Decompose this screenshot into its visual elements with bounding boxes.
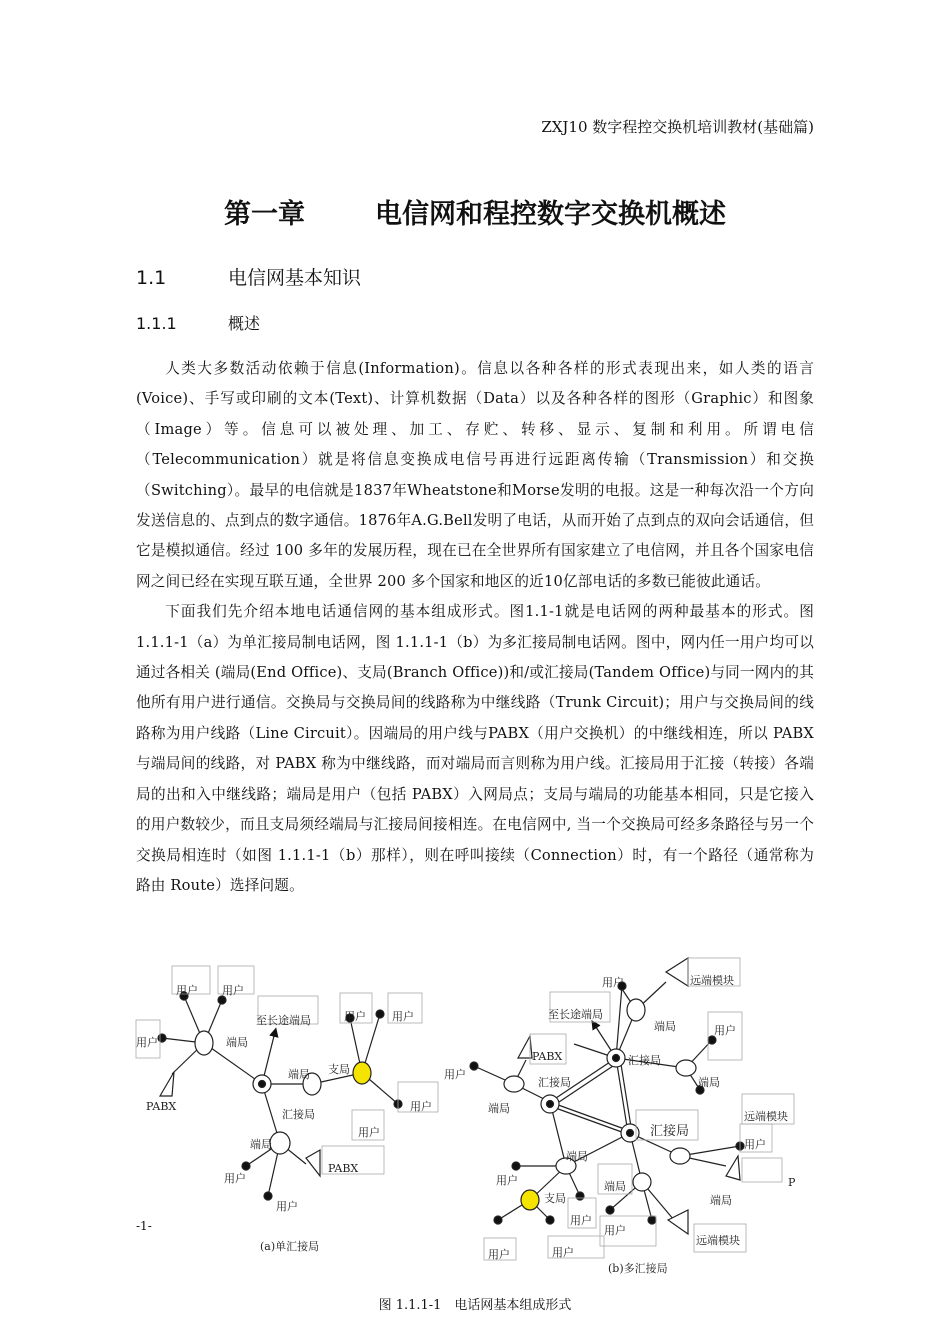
figure-caption: 图 1.1.1-1 电话网基本组成形式 <box>378 1298 572 1313</box>
label-user: 用户 <box>136 1036 158 1049</box>
label-branch: 支局 <box>328 1063 350 1076</box>
section-number: 1.1 <box>136 267 167 289</box>
label-user: 用户 <box>392 1010 414 1023</box>
label-remote-module: 远端模块 <box>696 1234 740 1247</box>
label-end-office: 端局 <box>710 1194 732 1207</box>
diagram-a-labels <box>136 983 432 1253</box>
label-user: 用户 <box>444 1068 466 1081</box>
label-p: P <box>788 1176 796 1189</box>
label-user: 用户 <box>496 1174 518 1187</box>
label-end-office: 端局 <box>654 1020 676 1033</box>
label-end-office: 端局 <box>288 1068 310 1081</box>
subsection-number: 1.1.1 <box>136 314 177 333</box>
label-tandem: 汇接局 <box>282 1108 315 1121</box>
label-end-office: 端局 <box>488 1102 510 1115</box>
label-user: 用户 <box>410 1100 432 1113</box>
label-remote-module: 远端模块 <box>690 974 734 987</box>
caption-b: (b)多汇接局 <box>608 1262 668 1275</box>
label-user: 用户 <box>176 984 198 997</box>
label-user: 用户 <box>222 984 244 997</box>
label-user: 用户 <box>358 1126 380 1139</box>
caption-a: (a)单汇接局 <box>260 1240 320 1253</box>
chapter-title: 电信网和程控数字交换机概述 <box>375 199 726 230</box>
subsection-title: 概述 <box>228 314 261 333</box>
label-branch: 支局 <box>544 1192 566 1205</box>
label-user: 用户 <box>604 1224 626 1237</box>
label-user: 用户 <box>344 1010 366 1023</box>
paragraph: 下面我们先介绍本地电话通信网的基本组成形式。图1.1-1就是电话网的两种最基本的形式。图 1.1.1-1（a）为单汇接局制电话网，图 1.1.1-1（b）为多汇接局制电话网。图中，网内任一用户均可以通过各相关 (端局(End Office)、支局(Branch Office))和/或汇接局(Tandem Office)与同一网内的其他所有用户进行通信。交换局与交换局间的线路称为中继线路（Trunk Circuit)；用户与交换局间的线路称为用户线路（Line Circuit）。因端局的用户线与PABX（用户交换机）的中继线相连，所以 PABX 与端局间的线路，对 PABX 称为中继线路，而对端局而言则称为用户线。汇接局用于汇接（转接）各端局的出和入中继线路；端局是用户（包括 PABX）入网局点；支局与端局的功能基本相同，只是它接入的用户数较少，而且支局须经端局与汇接局间接相连。在电信网中, 当一个交换局可经多条路径与另一个交换局相连时（如图 1.1.1-1（b）那样），则在呼叫接续（Connection）时，有一个路径（通常称为路由 Route）选择问题。 <box>136 603 814 894</box>
label-remote-module: 远端模块 <box>744 1110 788 1123</box>
diagram-b <box>470 958 794 1260</box>
header-title: ZXJ10 数字程控交换机培训教材(基础篇) <box>541 118 814 136</box>
label-end-office: 端局 <box>566 1150 588 1163</box>
label-end-office: 端局 <box>698 1076 720 1089</box>
chapter-number: 第一章 <box>224 199 305 230</box>
label-user: 用户 <box>552 1246 574 1259</box>
label-user: 用户 <box>714 1024 736 1037</box>
label-user: 用户 <box>276 1200 298 1213</box>
label-long-distance: 至长途端局 <box>256 1014 311 1027</box>
label-user: 用户 <box>602 976 624 989</box>
label-pabx: PABX <box>146 1100 177 1113</box>
paragraph: 人类大多数活动依赖于信息(Information)。信息以各种各样的形式表现出来，如人类的语言(Voice)、手写或印刷的文本(Text)、计算机数据（Data）以及各种各样的图形（Graphic）和图象（Image）等。信息可以被处理、加工、存贮、转移、显示、复制和利用。所谓电信（Telecommunication）就是将信息变换成电信号再进行远距离传输（Transmission）和交换（Switching）。最早的电信就是1837年Wheatstone和Morse发明的电报。这是一种每次沿一个方向发送信息的、点到点的数字通信。1876年A.G.Bell发明了电话，从而开始了点到点的双向会话通信，但它是模拟通信。经过 100 多年的发展历程，现在已在全世界所有国家建立了电信网，并且各个国家电信网之间已经在实现互联互通，全世界 200 多个国家和地区的近10亿部电话的多数已能彼此通话。 <box>136 360 814 590</box>
label-tandem: 汇接局 <box>628 1054 661 1067</box>
diagram-a <box>136 966 438 1200</box>
label-user: 用户 <box>488 1248 510 1261</box>
label-tandem: 汇接局 <box>650 1124 690 1139</box>
label-user: 用户 <box>224 1172 246 1185</box>
label-end-office: 端局 <box>226 1036 248 1049</box>
label-pabx: PABX <box>532 1050 563 1063</box>
page-number: -1- <box>136 1219 152 1233</box>
section-title: 电信网基本知识 <box>228 267 362 289</box>
label-end-office: 端局 <box>250 1138 272 1151</box>
label-pabx: PABX <box>328 1162 359 1175</box>
label-long-distance: 至长途端局 <box>548 1008 603 1021</box>
label-user: 用户 <box>570 1214 592 1227</box>
label-user: 用户 <box>744 1138 766 1151</box>
label-end-office: 端局 <box>604 1180 626 1193</box>
label-tandem: 汇接局 <box>538 1076 571 1089</box>
